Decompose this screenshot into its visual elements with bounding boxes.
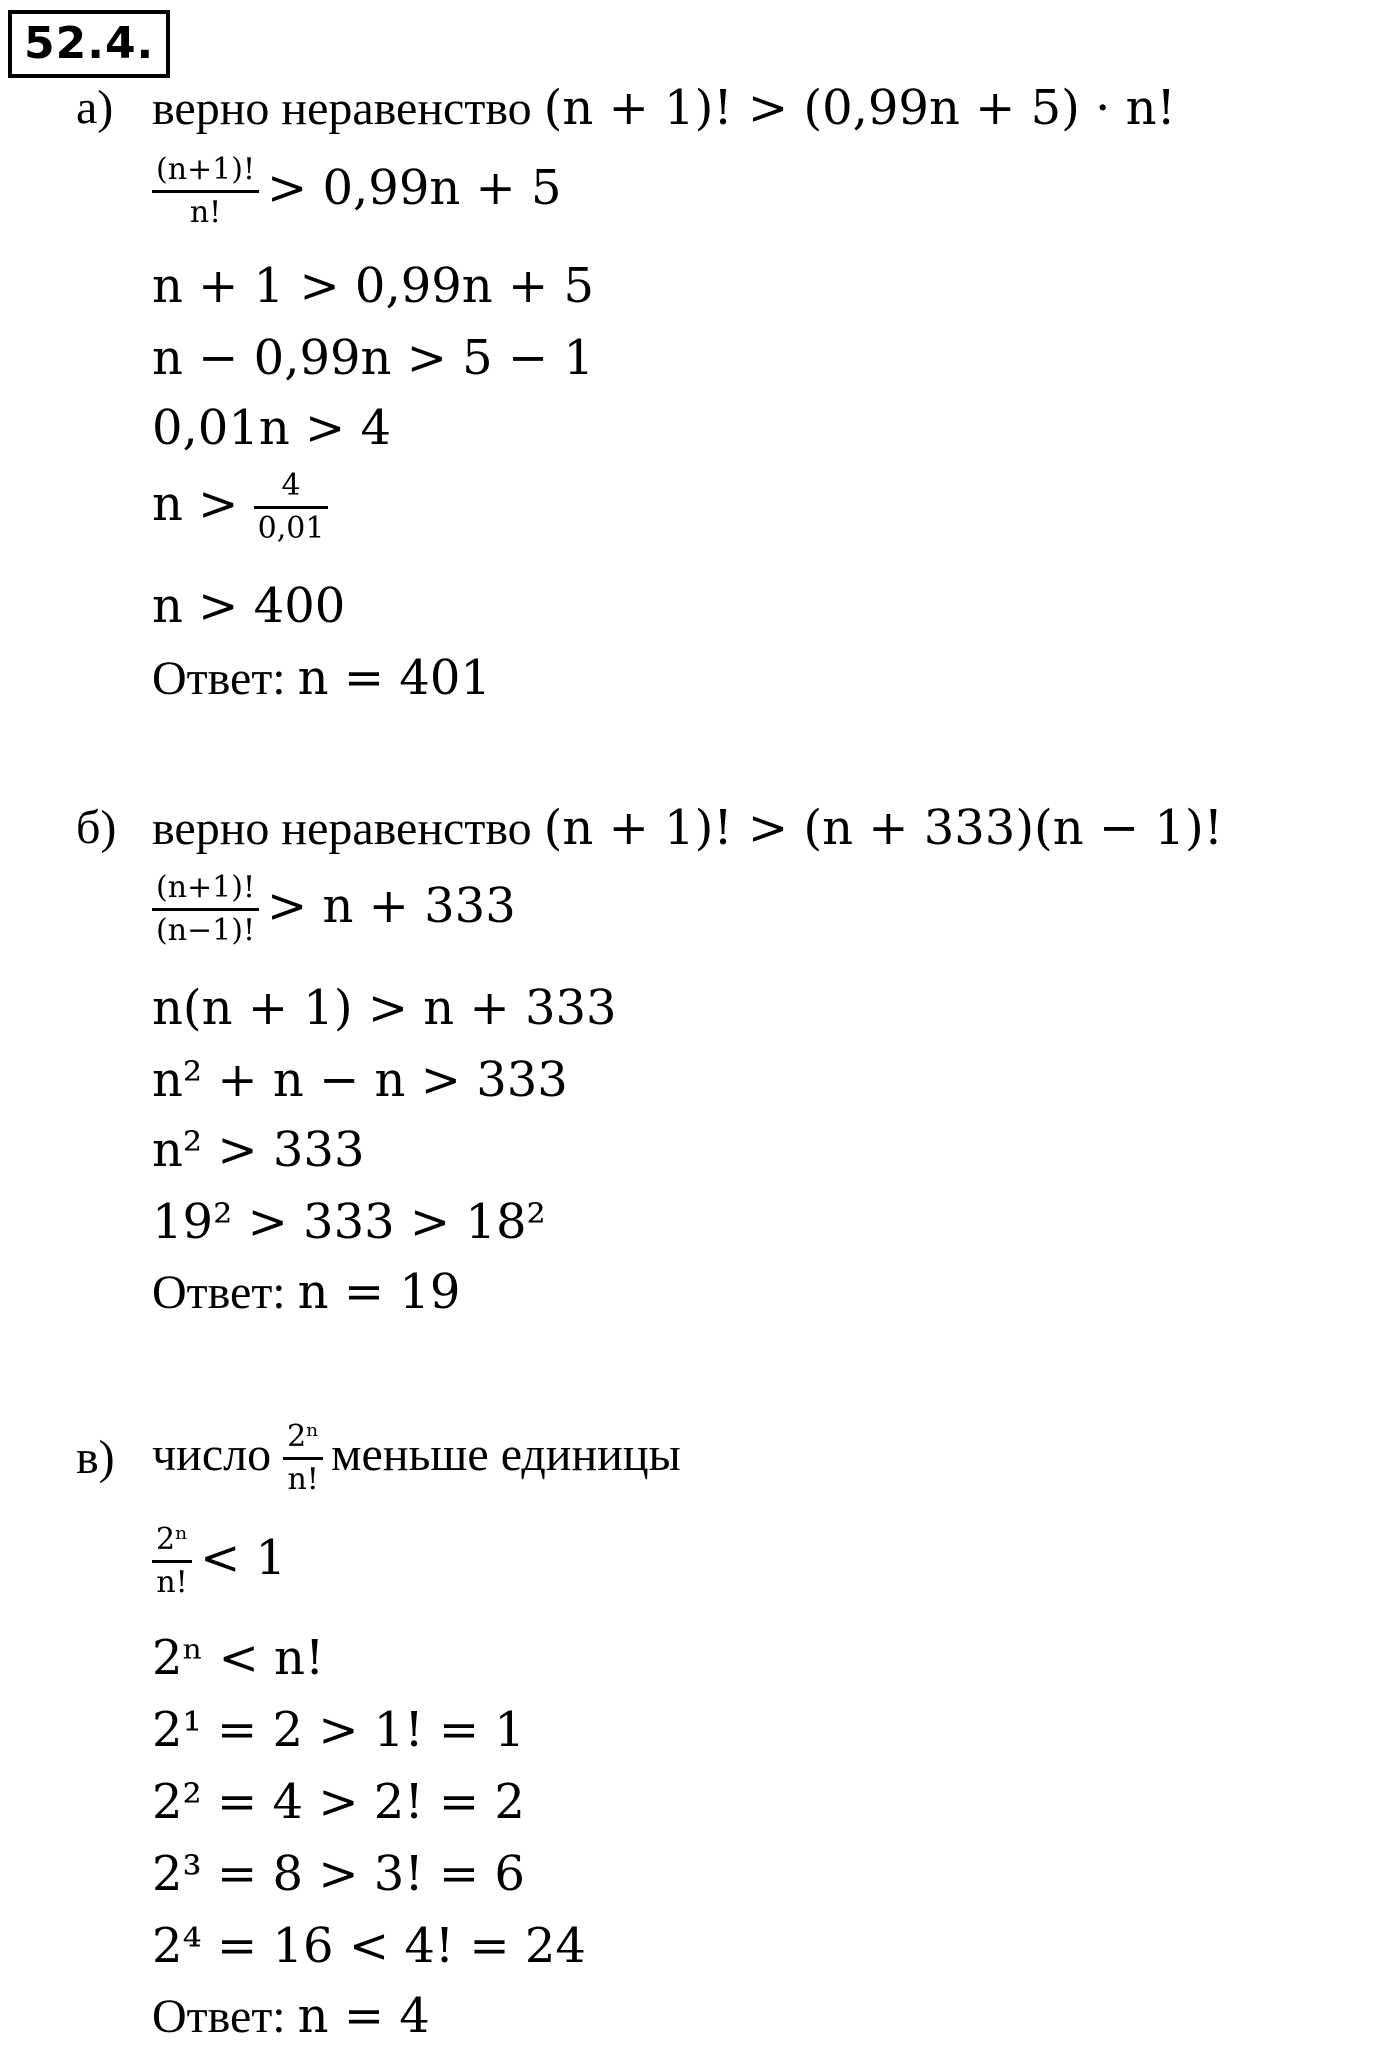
part-b-label: б) — [76, 801, 117, 854]
part-v-fraction-denominator: n! — [156, 1565, 188, 1600]
part-b-step-4: 19² > 333 > 18² — [152, 1194, 546, 1250]
part-a-step-5: n > 400 — [152, 578, 346, 634]
part-a-fraction — [152, 150, 259, 233]
part-b-intro-math: (n + 1)! > (n + 333)(n − 1)! — [543, 800, 1223, 856]
part-v-step-4: 2³ = 8 > 3! = 6 — [152, 1846, 525, 1902]
part-v-fraction-line — [152, 1520, 286, 1603]
part-a-answer-value: n = 401 — [297, 650, 491, 706]
part-a-step-3: 0,01n > 4 — [152, 400, 392, 456]
part-b-fraction — [152, 868, 259, 951]
part-b-fraction-rhs: > n + 333 — [267, 878, 516, 934]
part-a-step-4-fraction — [254, 466, 329, 549]
part-a-answer-label: Ответ: — [152, 652, 286, 705]
part-v-fraction-rhs: < 1 — [200, 1530, 287, 1586]
part-a-step-4-lhs: n > — [152, 476, 239, 532]
part-v-step-3: 2² = 4 > 2! = 2 — [152, 1774, 525, 1830]
part-v-label: в) — [76, 1431, 115, 1484]
part-v-fraction — [152, 1520, 192, 1603]
part-v-intro-fraction — [283, 1417, 323, 1500]
part-v-intro-denominator: n! — [287, 1462, 319, 1498]
part-v-intro-after: меньше единицы — [331, 1428, 681, 1481]
part-v-intro-before: число — [152, 1428, 272, 1481]
part-a-intro-math: (n + 1)! > (0,99n + 5) · n! — [543, 80, 1176, 136]
part-b-fraction-line — [152, 868, 516, 951]
part-v-step-1: 2ⁿ < n! — [152, 1630, 325, 1686]
part-b-step-3: n² > 333 — [152, 1122, 365, 1178]
part-v-step-5: 2⁴ = 16 < 4! = 24 — [152, 1918, 586, 1974]
part-v-intro — [152, 1400, 681, 1510]
part-a-fraction-numerator: (n+1)! — [152, 150, 259, 193]
part-b-answer — [152, 1264, 460, 1321]
part-b-step-2: n² + n − n > 333 — [152, 1052, 568, 1108]
part-a-fraction-line — [152, 150, 562, 233]
part-v-answer-value: n = 4 — [297, 1988, 430, 2044]
part-a-fraction-rhs: > 0,99n + 5 — [267, 160, 562, 216]
part-a-fraction-denominator: n! — [189, 195, 222, 230]
part-v-fraction-numerator: 2ⁿ — [152, 1520, 192, 1563]
part-b-intro-text: верно неравенство — [152, 802, 532, 855]
part-a-intro-text: верно неравенство — [152, 82, 532, 135]
part-a-step-2: n − 0,99n > 5 − 1 — [152, 330, 594, 386]
part-a-step-4-denominator: 0,01 — [257, 511, 325, 546]
part-b-answer-label: Ответ: — [152, 1266, 286, 1319]
part-a-label: а) — [76, 81, 114, 134]
part-b-fraction-denominator: (n−1)! — [156, 913, 256, 948]
part-a-step-4 — [152, 466, 336, 549]
part-a-answer — [152, 650, 491, 707]
part-a-step-1: n + 1 > 0,99n + 5 — [152, 258, 594, 314]
part-v-step-2: 2¹ = 2 > 1! = 1 — [152, 1702, 525, 1758]
problem-number: 52.4. — [8, 10, 170, 78]
part-v-answer-label: Ответ: — [152, 1990, 286, 2043]
part-b-answer-value: n = 19 — [297, 1264, 461, 1320]
part-v-intro-numerator: 2ⁿ — [283, 1417, 323, 1460]
part-a-step-4-numerator: 4 — [254, 466, 329, 509]
part-a-intro — [152, 80, 1176, 137]
part-b-intro — [152, 800, 1223, 857]
part-b-step-1: n(n + 1) > n + 333 — [152, 980, 617, 1036]
part-v-answer — [152, 1988, 430, 2045]
part-b-fraction-numerator: (n+1)! — [152, 868, 259, 911]
